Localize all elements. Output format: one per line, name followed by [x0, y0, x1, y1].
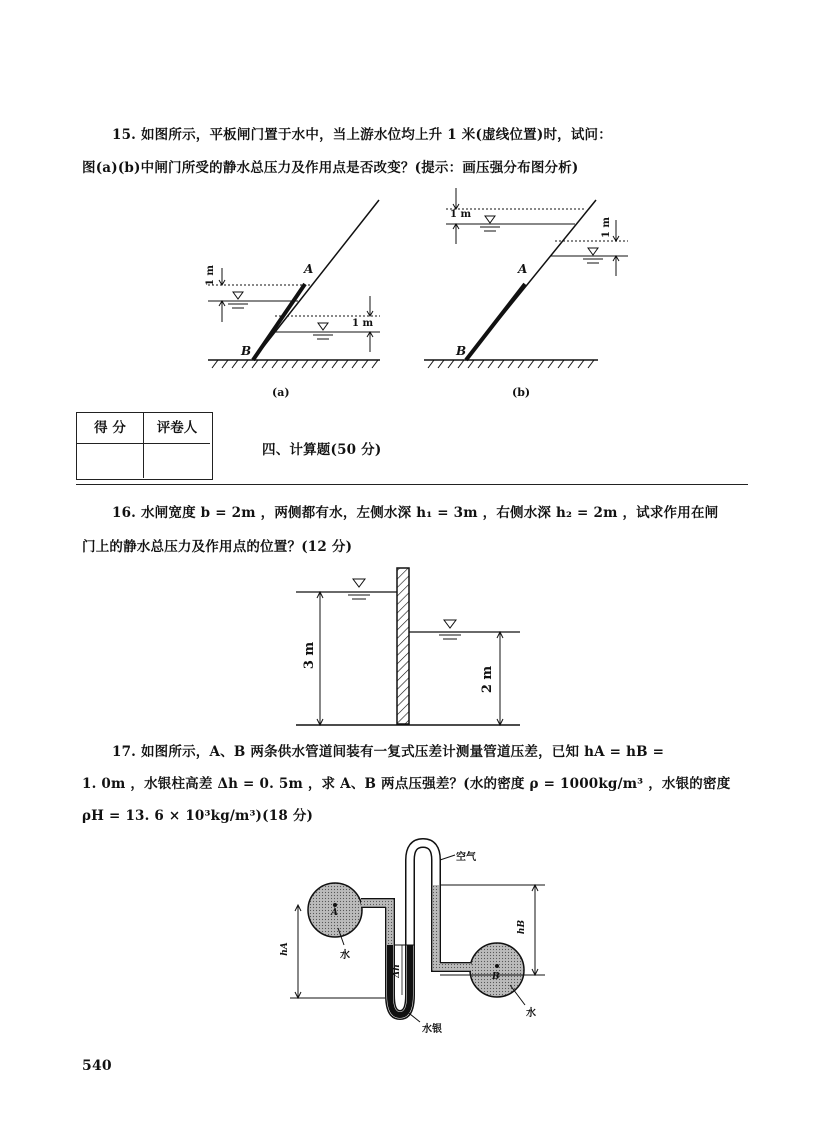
- q17-line2: 1. 0m ，水银柱高差 Δh = 0. 5m ，求 A、B 两点压强差？(水的密度 ρ = 1000kg/m³ ，水银的密度: [82, 776, 731, 792]
- grader-header: 评卷人: [144, 413, 210, 444]
- q15-line1: 15. 如图所示，平板闸门置于水中，当上游水位均上升 1 米(虚线位置)时，试问：: [112, 127, 612, 143]
- fig17-water-a: 水: [340, 950, 350, 961]
- fig16-left-depth: 3 m: [302, 641, 318, 670]
- score-header: 得 分: [77, 413, 144, 444]
- fig17-h-b: hB: [517, 919, 528, 935]
- fig-a-dim-left: 1 m: [205, 264, 217, 287]
- fig17-dh: Δh: [391, 964, 402, 978]
- fig17-label-a: A: [331, 908, 338, 918]
- section-title: 四、计算题(50 分): [262, 442, 382, 458]
- fig17-air: 空气: [456, 852, 476, 863]
- fig17-mercury: 水银: [422, 1024, 442, 1035]
- fig17-h-a: hA: [279, 942, 290, 956]
- fig-a-label-a: A: [304, 262, 314, 276]
- q17-line1: 17. 如图所示，A、B 两条供水管道间装有一复式压差计测量管道压差，已知 hA = hB =: [112, 744, 665, 760]
- fig-a-label-b: B: [241, 344, 252, 358]
- q17-line3: ρH = 13. 6 × 10³kg/m³)(18 分): [82, 808, 314, 824]
- fig-b-label-b: B: [456, 344, 467, 358]
- fig-b-dim-left: 1 m: [450, 209, 472, 220]
- page-number: 540: [82, 1058, 112, 1074]
- fig-b-dim-right: 1 m: [601, 216, 613, 239]
- q16-line1: 16. 水闸宽度 b = 2m ，两侧都有水，左侧水深 h₁ = 3m ，右侧水深 h₂ = 2m ，试求作用在闸: [112, 505, 719, 521]
- fig-a-caption: (a): [272, 386, 290, 399]
- q16-line2: 门上的静水总压力及作用点的位置？(12 分): [82, 539, 353, 555]
- q15-line2: 图(a)(b)中闸门所受的静水总压力及作用点是否改变？(提示：画压强分布图分析): [82, 160, 579, 176]
- fig-b-label-a: A: [518, 262, 528, 276]
- fig-b-caption: (b): [512, 386, 531, 399]
- fig16-right-depth: 2 m: [480, 665, 496, 694]
- fig17-water-b: 水: [526, 1008, 536, 1019]
- fig-a-dim-right: 1 m: [352, 318, 374, 329]
- fig17-label-b: B: [492, 972, 500, 982]
